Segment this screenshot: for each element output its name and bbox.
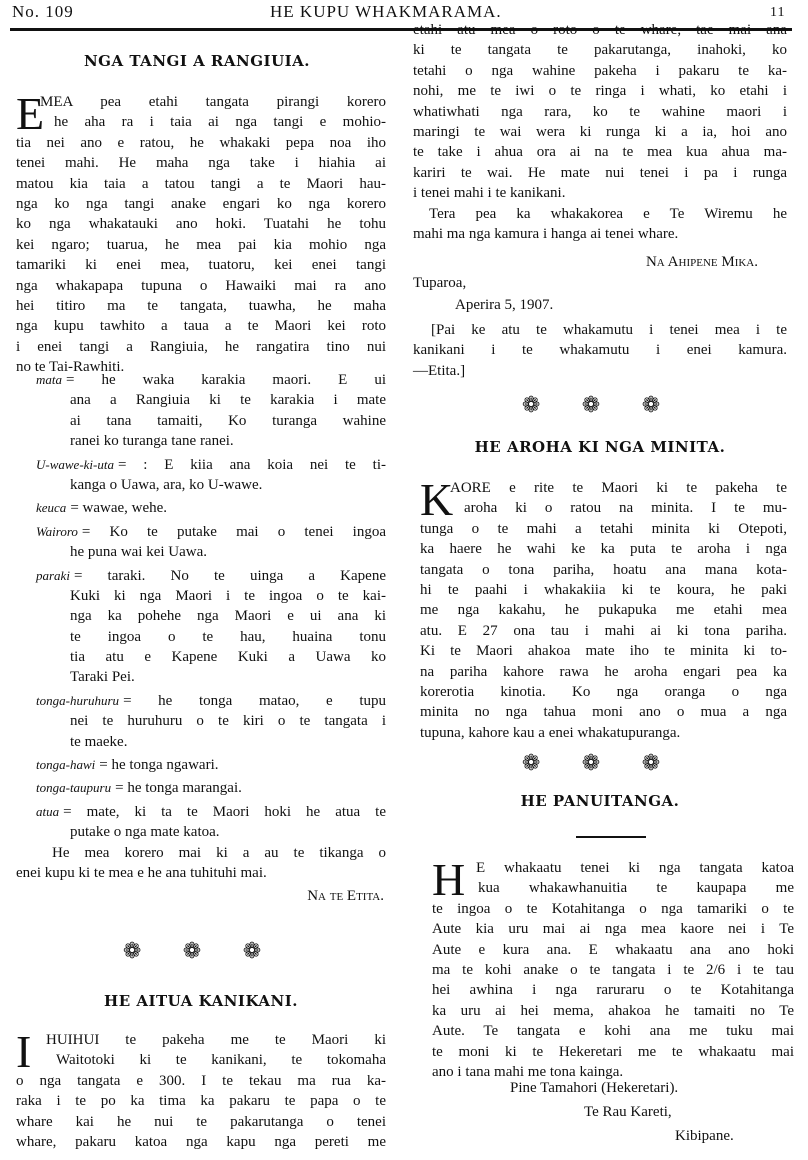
glossary-definition: nei te huruhuru o te kiri o te tangata i <box>70 713 386 730</box>
text-line: nga ko nga tangi anake engari ko nga korero <box>16 195 386 212</box>
text-line: ko nga whakatauki ano hoki. Tuatahi he tohu <box>16 216 386 233</box>
glossary-line <box>36 455 386 475</box>
glossary-definition: tia atu e Kapene Kuki a Uawa ko <box>70 649 386 666</box>
drop-cap: K <box>420 474 454 525</box>
glossary-line <box>36 647 386 667</box>
glossary-line <box>36 390 386 410</box>
glossary-line <box>36 667 386 687</box>
glossary-entry <box>36 755 386 775</box>
text-line: minita no nga tahua moni ano o mua a nga <box>420 704 787 721</box>
glossary-definition: putake o nga mate katoa. <box>70 824 220 841</box>
text-line: hei titiro ma te tangata, tuawha, he maha <box>16 297 386 314</box>
text-line: tupuna, kahore kau a enei whakatupuranga. <box>420 724 681 741</box>
text-line: tetahi o nga wahine pakeha i pakaru te ka- <box>413 62 787 79</box>
editor-note <box>413 320 787 381</box>
text-line: Tera pea ka whakakorea e Te Wiremu he <box>429 205 787 222</box>
text-line: —Etita.] <box>413 362 466 379</box>
glossary-term: tonga-huruhuru <box>36 692 120 708</box>
glossary-line <box>36 475 386 495</box>
glossary-definition: = he tonga ngawari. <box>99 757 219 774</box>
date: Aperira 5, 1907. <box>455 297 554 313</box>
article-paragraph <box>16 88 386 377</box>
glossary-term: tonga-taupuru <box>36 780 112 796</box>
glossary-line <box>36 431 386 451</box>
article-title: HE AITUA KANIKANI. <box>104 992 298 1010</box>
text-line: matou kia taia a tatou tangi a te Maori hau- <box>16 175 386 192</box>
text-line: te take i ahua ora ai na te mea kua ahua ma- <box>413 144 787 161</box>
text-line: na pariha kahore rawa he aroha engari pea ka <box>420 663 787 680</box>
glossary-definition: Kuki ki nga Maori i te ingoa o te kai- <box>70 587 386 604</box>
glossary-definition: te maeke. <box>70 733 128 750</box>
text-line: MEA pea etahi tangata pirangi korero <box>40 94 386 110</box>
article-paragraph <box>420 474 787 743</box>
title-rule <box>576 836 646 838</box>
glossary-definition: kanga o Uawa, ara, ko U-wawe. <box>70 476 263 493</box>
glossary-line <box>36 498 386 518</box>
glossary-entry <box>36 455 386 496</box>
text-line: Aute kia uru mai ai nga mea kaore nei i Te <box>432 921 794 938</box>
glossary-line <box>36 522 386 542</box>
text-line: whare, pakaru katoa nga kapu nga pereti me <box>16 1133 386 1150</box>
glossary-line <box>36 370 386 390</box>
page-number: 11 <box>770 5 786 20</box>
text-line: tunga o te mahi a tetahi minita ki Otepoti, <box>420 520 787 537</box>
signature: Na te Etita. <box>307 888 384 904</box>
glossary-term: Wairoro <box>36 523 78 539</box>
text-line: kanikani i te whakamutu i enei kamura. <box>413 342 787 359</box>
glossary-term: keuca <box>36 500 67 516</box>
text-line: kariri te wai. He mate nui tenei i pa i runga <box>413 164 787 181</box>
text-line: nga whakapapa tupuna o Hawaiki mai ra ano <box>16 277 386 294</box>
article-paragraph <box>16 1026 386 1152</box>
glossary-definition: = Ko te putake mai o tenei ingoa <box>81 523 386 540</box>
glossary-entry <box>36 370 386 452</box>
glossary-term: mata <box>36 372 62 387</box>
glossary-term: tonga-hawi <box>36 757 96 773</box>
glossary-line <box>36 606 386 626</box>
article-title: HE PANUITANGA. <box>520 792 680 810</box>
place: Tuparoa, <box>413 275 467 291</box>
text-line: i tenei mahi i te kanikani. <box>413 185 566 202</box>
text-line: tia nei ano e ratou, he whakaki pepa noa iho <box>16 134 386 151</box>
text-line: me nga kakahu, he pukapuka me etahi mea <box>420 602 787 619</box>
location: Kibipane. <box>675 1128 734 1144</box>
glossary-entry <box>36 778 386 798</box>
text-line: he aha ra i taia ai nga tangi e mohio- <box>54 114 386 131</box>
glossary-term: atua <box>36 803 60 819</box>
article-title: HE AROHA KI NGA MINITA. <box>474 438 726 456</box>
text-line: kei ngaro; tuarua, he mea pai kia mohio nga <box>16 236 386 253</box>
text-line: tangata o tona pariha, hoatu ana mana kota- <box>420 561 787 578</box>
publication-title: HE KUPU WHAKMARAMA. <box>270 2 502 21</box>
text-line: mahi ma nga kamura i hanga ai tenei whare. <box>413 225 679 242</box>
text-line: hei awhina i nga raruraru o te Kotahitanga <box>432 982 794 999</box>
text-line: E whakaatu tenei ki nga tangata katoa <box>476 860 794 876</box>
glossary-definition: = he tonga matao, e tupu <box>123 692 386 709</box>
text-line: ma te kohi anake o te tangata i te 2/6 i te tau <box>432 961 794 978</box>
text-line: Aute. Te tangata e kohi ana me tuku mai <box>432 1023 794 1040</box>
text-line: Ki te Maori ahakoa mate iho te minita ki to- <box>420 643 787 660</box>
text-line: te ingoa o te Kotahitanga o nga tamariki o te <box>432 900 794 917</box>
text-line: enei kupu ki te mea e he ana tuhituhi mai. <box>16 865 267 882</box>
text-line: ka haere he wahi ke ka puta te aroha i nga <box>420 541 787 558</box>
text-line: hi te paahi i whakakiia ki te koura, he paki <box>420 581 787 598</box>
glossary-entry <box>36 566 386 688</box>
article-paragraph <box>432 854 794 1082</box>
text-line: Aute e kura ana. E whakaatu ana ano hoki <box>432 941 794 958</box>
glossary-line <box>36 542 386 562</box>
glossary-definition: ana a Rangiuia ki te karakia i mate <box>70 392 386 409</box>
glossary-definition: = : E kiia ana koia nei te ti- <box>117 456 386 473</box>
glossary-entry <box>36 691 386 752</box>
glossary-entry <box>36 522 386 563</box>
glossary-definition: = mate, ki ta te Maori hoki he atua te <box>63 803 386 820</box>
text-line: whare kai he nui te pakarutanga o tenei <box>16 1113 386 1130</box>
text-line: [Pai ke atu te whakamutu i tenei mea i te <box>431 322 787 338</box>
text-line: ka uru ai hei mema, ahakoa he tamaiti no Te <box>432 1002 794 1019</box>
glossary-term: paraki <box>36 567 70 583</box>
text-line: raka i te po ka tima ka pakaru te papa o te <box>16 1093 386 1110</box>
glossary <box>36 370 386 846</box>
glossary-line <box>36 822 386 842</box>
glossary-term: U-wawe-ki-uta <box>36 456 114 472</box>
institution: Te Rau Kareti, <box>584 1104 672 1120</box>
glossary-definition: ranei ko turanga tane ranei. <box>70 433 234 450</box>
text-line: Waitotoki ki te kanikani, te tokomaha <box>56 1052 386 1069</box>
text-line: o nga tangata e 300. I te tekau ma rua ka- <box>16 1072 386 1089</box>
glossary-entry <box>36 498 386 518</box>
ornament-divider: ❁ ❁ ❁ <box>122 938 280 963</box>
text-line: korerotia kinotia. Ko nga oranga o nga <box>420 683 787 700</box>
glossary-definition: he puna wai kei Uawa. <box>70 544 208 561</box>
text-line: HUIHUI te pakeha me te Maori ki <box>46 1032 386 1048</box>
text-line: He mea korero mai ki a au te tikanga o <box>52 845 386 861</box>
text-line: ki te tangata te pakarutanga, inahoki, ko <box>413 42 787 59</box>
glossary-line <box>36 802 386 822</box>
glossary-definition: = taraki. No te uinga a Kapene <box>73 567 386 584</box>
text-line: whatiwhati nga rara, ko te wahine maori i <box>413 103 787 120</box>
text-line: no te Tai-Rawhiti. <box>16 359 125 376</box>
signature: Pine Tamahori (Hekeretari). <box>510 1080 679 1096</box>
text-line: tenei mahi. He maha nga take i hiahia ai <box>16 155 386 172</box>
text-line: nohi, me te iwi o te ringa i whati, ko etahi i <box>413 83 787 100</box>
text-line: nga kupu tawhito a taua a te Maori kei roto <box>16 318 386 335</box>
ornament-divider: ❁ ❁ ❁ <box>521 392 679 417</box>
glossary-definition: = wawae, wehe. <box>70 500 168 517</box>
glossary-line <box>36 627 386 647</box>
signature: Na Ahipene Mika. <box>645 254 758 270</box>
drop-cap: I <box>16 1026 32 1077</box>
article-title: NGA TANGI A RANGIUIA. <box>83 52 311 70</box>
closing-paragraph <box>16 843 386 884</box>
glossary-line <box>36 732 386 752</box>
article-continuation <box>413 20 787 244</box>
glossary-definition: Taraki Pei. <box>70 669 135 686</box>
text-line: tamariki ki enei mea, tuatoru, kei enei tangi <box>16 257 386 274</box>
drop-cap: H <box>432 854 466 905</box>
glossary-definition: ai tana tamaiti, Ko turanga wahine <box>70 412 386 429</box>
ornament-divider: ❁ ❁ ❁ <box>521 750 679 775</box>
glossary-definition: = he tonga marangai. <box>115 780 242 797</box>
glossary-definition: te ingoa o te hau, huaina tonu <box>70 628 386 645</box>
drop-cap: E <box>16 88 45 139</box>
glossary-line <box>36 586 386 606</box>
glossary-definition: = he waka karakia maori. E ui <box>66 372 386 388</box>
text-line: aroha ki o ratou na minita. I te mu- <box>464 500 787 517</box>
text-line: etahi atu mea o roto o te whare, tae mai ana <box>413 22 787 38</box>
glossary-line <box>36 691 386 711</box>
glossary-line <box>36 778 386 798</box>
text-line: te moni ki te Hekeretari me te whakaatu mai <box>432 1043 794 1060</box>
text-line: atu. E 27 ona tau i mahi ai ki tona pariha. <box>420 622 787 639</box>
glossary-line <box>36 755 386 775</box>
glossary-line <box>36 711 386 731</box>
text-line: maringi te wai wera ki runga ki a ia, hoi ano <box>413 123 787 140</box>
issue-number: No. 109 <box>12 2 74 21</box>
text-line: i enei tangi a Rangiuia, he rangatira tino nui <box>16 338 386 355</box>
text-line: AORE e rite te Maori ki te pakeha te <box>450 480 787 496</box>
text-line: kua whakawhanuitia te kaupapa me <box>478 880 794 897</box>
glossary-line <box>36 411 386 431</box>
glossary-definition: nga ka pohehe nga Maori e ui ana ki <box>70 608 386 625</box>
text-line: ano i tana mahi me tona kainga. <box>432 1063 624 1080</box>
glossary-entry <box>36 802 386 843</box>
glossary-line <box>36 566 386 586</box>
